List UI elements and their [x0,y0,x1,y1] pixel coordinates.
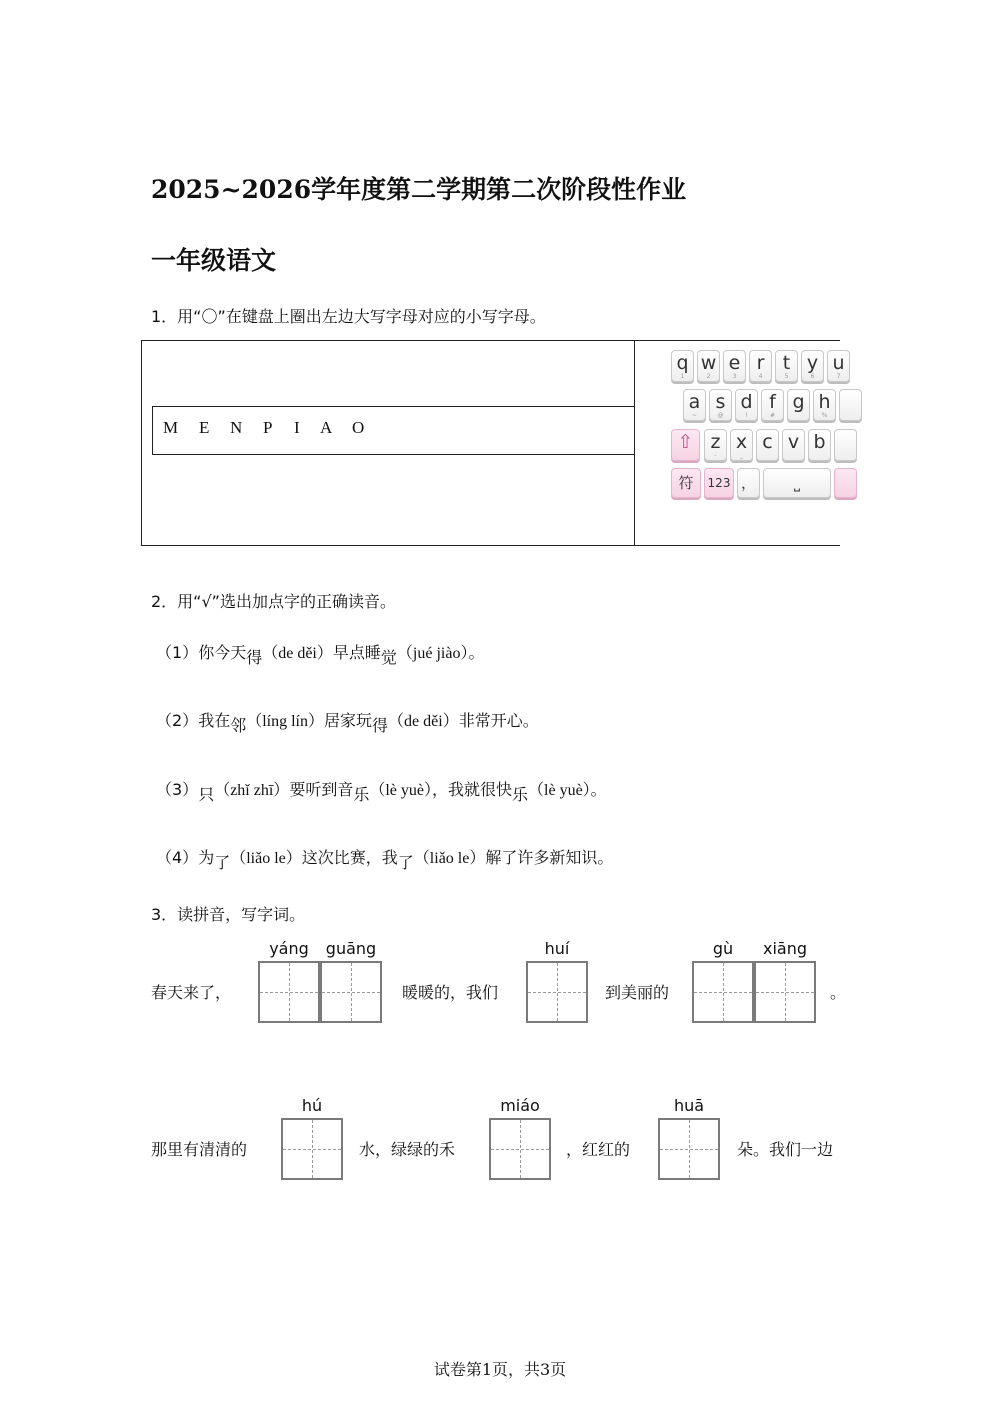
key-w[interactable]: w 2 [697,350,720,382]
key-c[interactable]: c [756,429,779,461]
q3-line1-text-4: 。 [830,983,847,1002]
key-v[interactable]: v [782,429,805,461]
question-1-table [141,340,845,546]
writing-grid[interactable] [658,1118,720,1180]
pinyin-yang: yáng [269,939,309,958]
key-t[interactable]: t 5 [775,350,798,382]
writing-grid[interactable] [258,961,320,1023]
q3-line2-text-2: 水，绿绿的禾 [359,1140,456,1159]
pinyin-xiang: xiāng [762,939,807,958]
pinyin-miao: miáo [500,1096,540,1115]
question-1-prompt: 1．用“〇”在键盘上圈出左边大写字母对应的小写字母。 [151,307,546,326]
pinyin-hua: huā [673,1096,705,1115]
key-shift[interactable]: ⇧ [671,429,700,461]
page-title: 2025~2026学年度第二学期第二次阶段性作业 [151,175,687,204]
writing-grid[interactable] [281,1118,343,1180]
key-z[interactable]: z - [704,429,727,461]
dotted-char: 邻 [230,716,247,735]
key-u[interactable]: u 7 [827,350,850,382]
pinyin-hui: huí [544,939,570,958]
key-space[interactable]: ⎵ [763,468,831,498]
key-enter-partial[interactable] [834,468,857,498]
page-footer: 试卷第1页，共3页 [433,1360,567,1379]
key-q[interactable]: q 1 [671,350,694,382]
key-a[interactable]: a ~ [683,389,706,421]
letter-a: A [320,418,333,437]
dotted-char: 乐 [512,785,529,804]
keyboard-image [635,341,845,547]
pinyin-guang: guāng [325,939,377,958]
dotted-char: 得 [246,648,263,667]
key-s[interactable]: s @ [709,389,732,421]
dotted-char: 了 [214,853,231,872]
letter-e: E [199,418,210,437]
q3-line2-text-4: 朵。我们一边 [737,1140,834,1159]
letter-m: M [163,418,179,437]
letter-i: I [294,418,300,437]
q2-item-4: （4）为了（liǎo le）这次比赛，我了（liǎo le）解了许多新知识。 [156,848,614,872]
key-f[interactable]: f # [761,389,784,421]
q2-item-1: （1）你今天得（de děi）早点睡觉（jué jiào）。 [156,643,485,667]
key-x[interactable]: x _ [730,429,753,461]
key-y[interactable]: y 6 [801,350,824,382]
key-comma[interactable]: ， [737,468,760,498]
q2-item-2: （2）我在邻（líng lín）居家玩得（de děi）非常开心。 [156,711,539,735]
dotted-char: 乐 [353,785,370,804]
dotted-char: 觉 [380,648,397,667]
writing-grid[interactable] [320,961,382,1023]
q3-line2-text-3: ，红红的 [566,1140,631,1159]
key-n-partial[interactable] [834,429,857,461]
letter-n: N [230,418,243,437]
key-r[interactable]: r 4 [749,350,772,382]
q3-line1-text-3: 到美丽的 [605,983,670,1002]
q3-line1-text-1: 春天来了， [151,983,232,1002]
key-d[interactable]: d ! [735,389,758,421]
writing-grid[interactable] [489,1118,551,1180]
pinyin-hu: hú [301,1096,323,1115]
pinyin-gu: gù [712,939,734,958]
dotted-char: 得 [372,716,389,735]
question-2-prompt: 2．用“√”选出加点字的正确读音。 [151,592,396,611]
q2-item-3: （3）只（zhǐ zhī）要听到音乐（lè yuè），我就很快乐（lè yuè）。 [156,780,607,804]
uppercase-letters-box [152,406,634,455]
key-b[interactable]: b [808,429,831,461]
page-subtitle: 一年级语文 [151,246,277,275]
dotted-char: 只 [198,785,215,804]
key-h[interactable]: h % [813,389,836,421]
key-123[interactable]: 123 [704,468,734,498]
key-symbols[interactable]: 符 [671,468,701,498]
key-g[interactable]: g [787,389,810,421]
key-j-partial[interactable] [839,389,862,421]
q3-line1-text-2: 暖暖的，我们 [402,983,499,1002]
letter-o: O [352,418,365,437]
writing-grid[interactable] [526,961,588,1023]
writing-grid[interactable] [692,961,754,1023]
q3-line2-text-1: 那里有清清的 [151,1140,248,1159]
dotted-char: 了 [397,853,414,872]
key-e[interactable]: e 3 [723,350,746,382]
writing-grid[interactable] [754,961,816,1023]
question-3-prompt: 3．读拼音，写字词。 [151,905,306,924]
letter-p: P [263,418,273,437]
